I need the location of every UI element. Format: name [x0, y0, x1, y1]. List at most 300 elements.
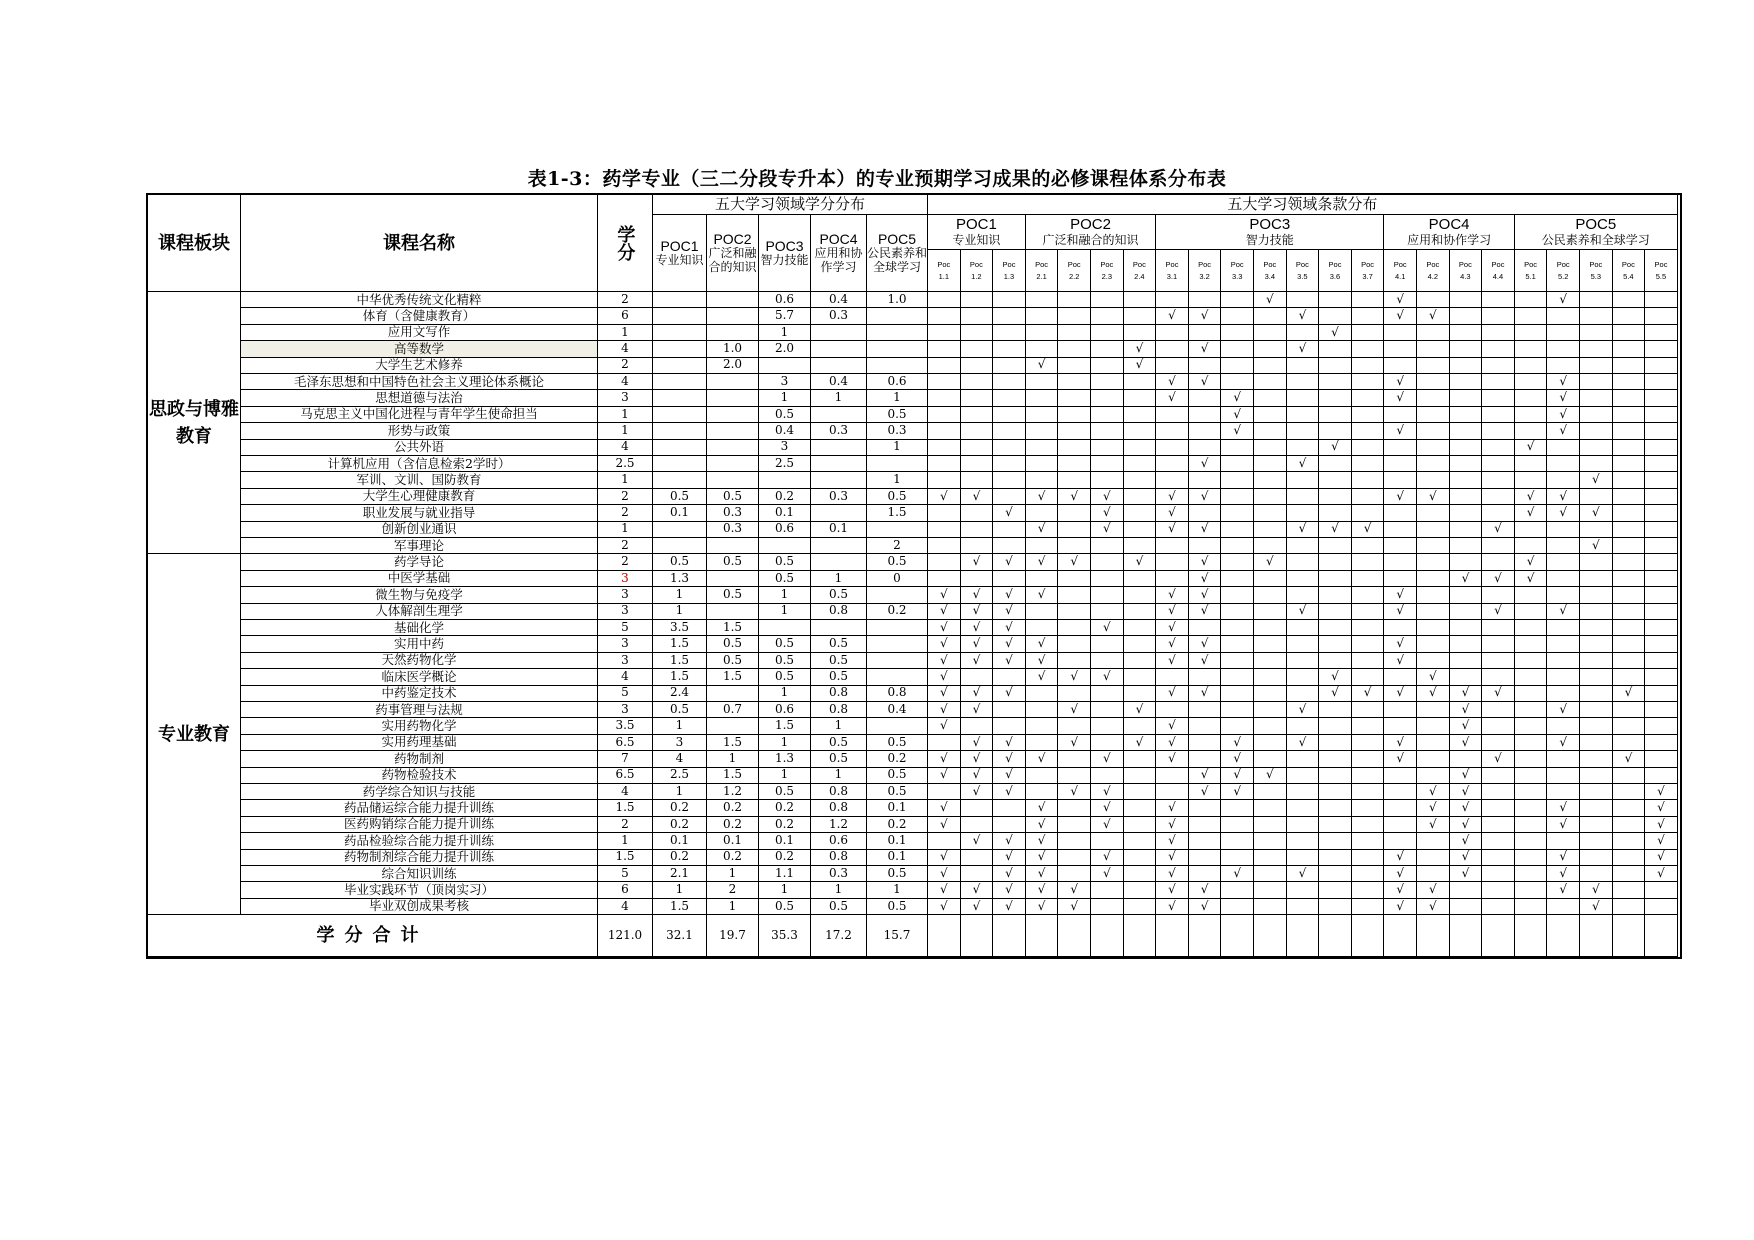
poc2-credit: 0.3 [707, 522, 759, 538]
clause-cell [993, 669, 1026, 685]
poc5-credit: 0.5 [867, 554, 928, 570]
clause-cell [1515, 653, 1548, 669]
clause-cell [961, 440, 994, 456]
course-credit: 3.5 [598, 718, 653, 734]
clause-cell [1221, 538, 1254, 554]
clause-check-mark: √ [1156, 866, 1189, 882]
poc3-credit: 0.2 [759, 850, 811, 866]
poc2-credit: 1 [707, 899, 759, 915]
clause-check-mark: √ [928, 686, 961, 702]
course-credit: 2 [598, 489, 653, 505]
clause-check-mark: √ [1026, 850, 1059, 866]
clause-cell [1124, 538, 1157, 554]
clause-check-mark: √ [1026, 636, 1059, 652]
clause-header-4-3 [1450, 250, 1483, 292]
poc3-credit: 1 [759, 390, 811, 406]
course-name: 中药鉴定技术 [241, 686, 598, 702]
clause-number: 3.2 [1199, 271, 1210, 281]
clause-check-mark: √ [1058, 784, 1091, 800]
poc-credit-label: 公民素养和全球学习 [867, 246, 928, 275]
poc2-credit: 0.1 [707, 833, 759, 849]
clause-cell [1384, 456, 1417, 472]
clause-cell [1613, 374, 1646, 390]
poc3-credit: 0.5 [759, 669, 811, 685]
poc3-credit: 1 [759, 325, 811, 341]
clause-cell [1124, 571, 1157, 587]
poc5-credit: 1.5 [867, 505, 928, 521]
clause-cell [1254, 538, 1287, 554]
clause-cell [928, 440, 961, 456]
clause-cell [961, 407, 994, 423]
clause-cell [1319, 390, 1352, 406]
clause-cell [1254, 636, 1287, 652]
clause-cell [1254, 817, 1287, 833]
clause-cell [1287, 784, 1320, 800]
clause-check-mark: √ [1189, 882, 1222, 898]
poc5-credit: 0 [867, 571, 928, 587]
poc2-credit: 1.5 [707, 620, 759, 636]
clause-cell [1645, 390, 1678, 406]
clause-check-mark: √ [1058, 882, 1091, 898]
clause-cell [1515, 751, 1548, 767]
clause-cell [1319, 702, 1352, 718]
clause-cell [1450, 620, 1483, 636]
clause-cell [1124, 833, 1157, 849]
clause-check-mark: √ [1254, 768, 1287, 784]
clause-check-mark: √ [1417, 882, 1450, 898]
clause-cell [1091, 604, 1124, 620]
clause-prefix: Poc [1589, 260, 1603, 270]
clause-check-mark: √ [993, 833, 1026, 849]
clause-cell [1417, 702, 1450, 718]
clause-cell [1156, 768, 1189, 784]
total-clause-cell [1189, 915, 1222, 957]
clause-cell [1124, 784, 1157, 800]
clause-cell [1547, 522, 1580, 538]
course-credit: 1 [598, 407, 653, 423]
clause-cell [1221, 882, 1254, 898]
clause-cell [1613, 604, 1646, 620]
clause-cell [1124, 620, 1157, 636]
clause-check-mark: √ [1287, 604, 1320, 620]
poc1-credit: 1.5 [653, 899, 707, 915]
clause-number: 4.1 [1394, 271, 1406, 281]
clause-cell [1482, 407, 1515, 423]
clause-header-3-4 [1254, 250, 1287, 292]
clause-cell [1580, 718, 1613, 734]
clause-check-mark: √ [1417, 669, 1450, 685]
clause-cell [1613, 768, 1646, 784]
clause-cell [1221, 669, 1254, 685]
poc-group-code: POC4 [1428, 216, 1470, 234]
clause-prefix: Poc [1035, 260, 1049, 270]
course-name: 计算机应用（含信息检索2学时） [241, 456, 598, 472]
total-clause-cell [1547, 915, 1580, 957]
clause-check-mark: √ [1547, 390, 1580, 406]
curriculum-distribution-table [146, 193, 1682, 959]
clause-cell [1515, 669, 1548, 685]
clause-cell [961, 850, 994, 866]
poc5-credit: 2 [867, 538, 928, 554]
clause-cell [1221, 358, 1254, 374]
clause-cell [1026, 407, 1059, 423]
clause-check-mark: √ [1156, 636, 1189, 652]
clause-cell [1450, 587, 1483, 603]
clause-cell [1091, 686, 1124, 702]
clause-cell [1091, 768, 1124, 784]
poc2-credit: 2.0 [707, 358, 759, 374]
clause-cell [1091, 407, 1124, 423]
poc3-credit: 5.7 [759, 308, 811, 324]
clause-check-mark: √ [1189, 522, 1222, 538]
clause-check-mark: √ [1026, 833, 1059, 849]
course-credit: 4 [598, 784, 653, 800]
segment-cell-1: 思政与博雅 教育 [148, 292, 241, 554]
clause-cell [1319, 341, 1352, 357]
clause-check-mark: √ [1221, 784, 1254, 800]
clause-prefix: Poc [1426, 260, 1440, 270]
clause-cell [1319, 636, 1352, 652]
clause-check-mark: √ [993, 554, 1026, 570]
clause-cell [1645, 587, 1678, 603]
poc1-credit [653, 538, 707, 554]
clause-check-mark: √ [1221, 390, 1254, 406]
clause-header-3-7 [1352, 250, 1385, 292]
clause-check-mark: √ [1352, 686, 1385, 702]
clause-cell [1450, 390, 1483, 406]
clause-cell [1058, 653, 1091, 669]
poc-group-code: POC5 [1575, 216, 1617, 234]
clause-cell [993, 423, 1026, 439]
course-credit: 2 [598, 817, 653, 833]
course-name: 药品储运综合能力提升训练 [241, 800, 598, 816]
clause-cell [1482, 423, 1515, 439]
poc-credit-code: POC3 [765, 238, 804, 255]
clause-cell [1450, 292, 1483, 308]
course-credit: 4 [598, 899, 653, 915]
clause-cell [1645, 571, 1678, 587]
clause-cell [1613, 899, 1646, 915]
clause-cell [1580, 554, 1613, 570]
poc-group-label: 应用和协作学习 [1407, 232, 1492, 247]
clause-check-mark: √ [1482, 751, 1515, 767]
poc1-credit [653, 308, 707, 324]
clause-number: 3.1 [1166, 271, 1178, 281]
poc-credit-header-4 [811, 215, 867, 292]
clause-cell [1417, 653, 1450, 669]
poc2-credit [707, 308, 759, 324]
clause-cell [1058, 292, 1091, 308]
clause-check-mark: √ [928, 702, 961, 718]
clause-cell [1058, 325, 1091, 341]
course-credit: 1 [598, 325, 653, 341]
poc-group-header-2 [1026, 215, 1156, 250]
poc-credit-header-3 [759, 215, 811, 292]
poc4-credit [811, 620, 867, 636]
clause-cell [1547, 554, 1580, 570]
clause-check-mark: √ [1026, 653, 1059, 669]
clause-cell [1124, 440, 1157, 456]
clause-check-mark: √ [1450, 718, 1483, 734]
clause-check-mark: √ [1026, 899, 1059, 915]
clause-cell [1645, 702, 1678, 718]
clause-cell [1482, 489, 1515, 505]
clause-cell [1613, 850, 1646, 866]
clause-cell [1515, 538, 1548, 554]
clause-check-mark: √ [1645, 784, 1678, 800]
clause-check-mark: √ [1221, 866, 1254, 882]
clause-check-mark: √ [1547, 800, 1580, 816]
clause-cell [1515, 833, 1548, 849]
total-clause-cell [1058, 915, 1091, 957]
clause-check-mark: √ [928, 653, 961, 669]
clause-cell [1482, 374, 1515, 390]
clause-cell [993, 571, 1026, 587]
clause-cell [1515, 390, 1548, 406]
course-name: 综合知识训练 [241, 866, 598, 882]
course-credit: 2 [598, 538, 653, 554]
clause-cell [1124, 800, 1157, 816]
clause-cell [1058, 850, 1091, 866]
clause-cell [1547, 899, 1580, 915]
clause-cell [1026, 538, 1059, 554]
clause-cell [1058, 604, 1091, 620]
poc3-credit: 1 [759, 735, 811, 751]
clause-check-mark: √ [928, 636, 961, 652]
clause-cell [1058, 620, 1091, 636]
poc1-credit: 2.5 [653, 768, 707, 784]
clause-cell [1189, 325, 1222, 341]
clause-cell [1156, 423, 1189, 439]
clause-cell [1384, 768, 1417, 784]
poc2-credit [707, 472, 759, 488]
clause-check-mark: √ [1580, 899, 1613, 915]
clause-check-mark: √ [1156, 850, 1189, 866]
clause-cell [1482, 866, 1515, 882]
poc5-credit: 0.1 [867, 850, 928, 866]
course-credit: 2 [598, 292, 653, 308]
poc1-credit: 1 [653, 718, 707, 734]
clause-check-mark: √ [1384, 850, 1417, 866]
clause-cell [1189, 358, 1222, 374]
course-name: 创新创业通识 [241, 522, 598, 538]
clause-cell [1450, 882, 1483, 898]
clause-cell [1384, 522, 1417, 538]
clause-cell [1124, 866, 1157, 882]
poc5-credit [867, 341, 928, 357]
clause-cell [1352, 833, 1385, 849]
table-caption: 表1-3：药学专业（三二分段专升本）的专业预期学习成果的必修课程体系分布表 [527, 168, 1227, 190]
clause-check-mark: √ [1156, 653, 1189, 669]
clause-check-mark: √ [993, 686, 1026, 702]
clause-cell [1124, 456, 1157, 472]
clause-cell [1287, 669, 1320, 685]
clause-cell [1058, 800, 1091, 816]
clause-cell [1156, 554, 1189, 570]
poc2-credit: 1 [707, 751, 759, 767]
clause-header-3-1 [1156, 250, 1189, 292]
clause-cell [1613, 554, 1646, 570]
clause-cell [928, 374, 961, 390]
clause-cell [1645, 554, 1678, 570]
clause-cell [1058, 358, 1091, 374]
clause-cell [1515, 407, 1548, 423]
clause-cell [1645, 604, 1678, 620]
clause-cell [1287, 505, 1320, 521]
poc-credit-label: 应用和协作学习 [814, 246, 863, 275]
clause-cell [1515, 292, 1548, 308]
clause-cell [1645, 407, 1678, 423]
poc5-credit: 0.5 [867, 489, 928, 505]
clause-cell [993, 472, 1026, 488]
clause-check-mark: √ [928, 899, 961, 915]
poc1-credit [653, 522, 707, 538]
poc1-credit [653, 456, 707, 472]
clause-cell [1124, 587, 1157, 603]
clause-header-1-1 [928, 250, 961, 292]
clause-cell [1645, 522, 1678, 538]
total-poc3-credit: 35.3 [759, 915, 811, 957]
clause-check-mark: √ [1319, 522, 1352, 538]
poc4-credit: 1.2 [811, 817, 867, 833]
course-credit: 4 [598, 374, 653, 390]
clause-header-2-3 [1091, 250, 1124, 292]
clause-cell [1091, 718, 1124, 734]
clause-header-4-1 [1384, 250, 1417, 292]
total-clause-cell [1613, 915, 1646, 957]
clause-check-mark: √ [1384, 882, 1417, 898]
clause-prefix: Poc [1556, 260, 1570, 270]
clause-cell [1352, 423, 1385, 439]
poc5-credit [867, 358, 928, 374]
clause-cell [1417, 571, 1450, 587]
poc5-credit: 0.1 [867, 833, 928, 849]
clause-check-mark: √ [1547, 505, 1580, 521]
clause-number: 5.1 [1525, 271, 1536, 281]
clause-cell [1580, 800, 1613, 816]
clause-check-mark: √ [1124, 554, 1157, 570]
clause-cell [1613, 505, 1646, 521]
clause-cell [1254, 899, 1287, 915]
clause-check-mark: √ [928, 800, 961, 816]
poc4-credit: 0.5 [811, 587, 867, 603]
poc-group-header-4 [1384, 215, 1514, 250]
clause-cell [1417, 390, 1450, 406]
clause-cell [1058, 522, 1091, 538]
clause-cell [993, 718, 1026, 734]
clause-cell [1058, 407, 1091, 423]
clause-cell [1547, 653, 1580, 669]
clause-cell [1580, 358, 1613, 374]
clause-prefix: Poc [1361, 260, 1375, 270]
clause-cell [1287, 325, 1320, 341]
poc-credit-code: POC4 [819, 231, 858, 248]
clause-cell [1417, 522, 1450, 538]
clause-number: 1.3 [1003, 271, 1015, 281]
clause-cell [1319, 653, 1352, 669]
total-poc1-credit: 32.1 [653, 915, 707, 957]
clause-cell [1384, 784, 1417, 800]
poc1-credit [653, 472, 707, 488]
poc5-credit: 1 [867, 882, 928, 898]
credit-header: 学分 [598, 195, 653, 292]
clause-check-mark: √ [1189, 456, 1222, 472]
clause-cell [1254, 522, 1287, 538]
clause-cell [1547, 784, 1580, 800]
credit-distribution-header: 五大学习领域学分分布 [653, 195, 928, 215]
poc1-credit [653, 358, 707, 374]
poc4-credit: 0.5 [811, 653, 867, 669]
poc5-credit: 1 [867, 440, 928, 456]
course-name: 药品检验综合能力提升训练 [241, 833, 598, 849]
poc3-credit: 0.5 [759, 653, 811, 669]
clause-cell [1352, 472, 1385, 488]
clause-header-1-2 [961, 250, 994, 292]
clause-cell [1645, 768, 1678, 784]
poc-credit-code: POC1 [660, 238, 699, 255]
clause-cell [1221, 325, 1254, 341]
clause-cell [1319, 505, 1352, 521]
poc4-credit: 1 [811, 768, 867, 784]
course-credit: 4 [598, 669, 653, 685]
clause-check-mark: √ [1189, 784, 1222, 800]
poc4-credit: 1 [811, 571, 867, 587]
clause-check-mark: √ [1058, 735, 1091, 751]
clause-cell [1352, 800, 1385, 816]
clause-check-mark: √ [1450, 800, 1483, 816]
clause-check-mark: √ [1450, 817, 1483, 833]
clause-check-mark: √ [961, 636, 994, 652]
clause-check-mark: √ [961, 735, 994, 751]
clause-cell [1319, 899, 1352, 915]
clause-cell [1450, 472, 1483, 488]
clause-cell [961, 669, 994, 685]
clause-cell [1613, 440, 1646, 456]
clause-cell [1319, 620, 1352, 636]
poc4-credit [811, 358, 867, 374]
clause-cell [1287, 472, 1320, 488]
course-credit: 4 [598, 440, 653, 456]
course-credit: 6.5 [598, 735, 653, 751]
clause-cell [1645, 751, 1678, 767]
clause-cell [1482, 653, 1515, 669]
poc2-credit: 1.2 [707, 784, 759, 800]
clause-cell [1058, 538, 1091, 554]
clause-cell [993, 341, 1026, 357]
clause-cell [1254, 571, 1287, 587]
clause-cell [1515, 522, 1548, 538]
clause-cell [1482, 784, 1515, 800]
clause-cell [993, 800, 1026, 816]
clause-cell [1352, 735, 1385, 751]
course-name: 药物检验技术 [241, 768, 598, 784]
poc3-credit: 1 [759, 686, 811, 702]
clause-check-mark: √ [1580, 505, 1613, 521]
clause-cell [1613, 538, 1646, 554]
clause-cell [1156, 358, 1189, 374]
clause-cell [1482, 882, 1515, 898]
clause-cell [1254, 489, 1287, 505]
clause-cell [1352, 554, 1385, 570]
clause-check-mark: √ [1091, 817, 1124, 833]
clause-check-mark: √ [1417, 800, 1450, 816]
clause-check-mark: √ [1515, 554, 1548, 570]
total-clause-cell [1221, 915, 1254, 957]
clause-cell [1384, 538, 1417, 554]
clause-number: 3.4 [1264, 271, 1276, 281]
course-name: 实用药物化学 [241, 718, 598, 734]
clause-cell [1645, 374, 1678, 390]
